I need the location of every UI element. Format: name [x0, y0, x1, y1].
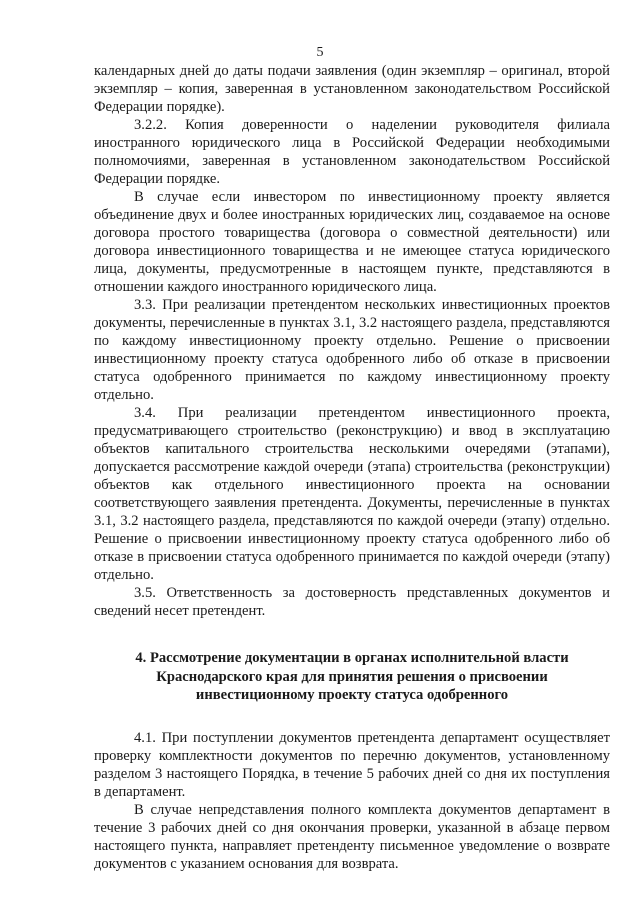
- section-heading-line: инвестиционному проекту статуса одобренного: [195, 687, 509, 703]
- paragraph-incomplete-set: В случае непредставления полного комплекта документов департамент в течение 3 рабочих дней со дня окончания проверки, указанной в абзаце первом настоящего пункта, направляет претенденту письменное уведомление о возврате документов с указанием основания для возврата.: [94, 801, 610, 872]
- page-number: 5: [316, 45, 324, 60]
- paragraph-3-2-2: 3.2.2. Копия доверенности о наделении руководителя филиала иностранного юридического лица в Российской Федерации необходимыми полномочиями, заверенная в установленном законодательством Российской Федерации порядке.: [94, 117, 610, 187]
- section-heading-line: 4. Рассмотрение документации в органах исполнительной власти: [135, 650, 569, 666]
- paragraph-3-3: 3.3. При реализации претендентом нескольких инвестиционных проектов документы, перечисленные в пунктах 3.1, 3.2 настоящего раздела, представляются по каждому инвестиционному проекту отдельно. Решение о присвоении инвестиционному проекту статуса одобренного либо об отказе в присвоении статуса одобренного принимается по каждому инвестиционному проекту отдельно.: [94, 297, 610, 403]
- section-heading-line: Краснодарского края для принятия решения о присвоении: [156, 668, 548, 685]
- paragraph-continuation: календарных дней до даты подачи заявления (один экземпляр – оригинал, второй экземпляр – копия, заверенная в установленном законодательством Российской Федерации порядке).: [94, 63, 610, 115]
- document-body: [94, 62, 610, 873]
- paragraph-investor-association: В случае если инвестором по инвестиционному проекту является объединение двух и более иностранных юридических лиц, создаваемое на основе договора простого товарищества (договора о совместной деятельности) или договора инвестиционного товарищества и не имеющее статуса юридического лица, документы, предусмотренные в настоящем пункте, представляются в отношении каждого иностранного юридического лица.: [94, 189, 610, 295]
- paragraph-4-1: 4.1. При поступлении документов претендента департамент осуществляет проверку комплектности документов по перечню документов, установленному разделом 3 настоящего Порядка, в течение 5 рабочих дней со дня их поступления в департамент.: [94, 729, 610, 800]
- section-heading: [94, 649, 610, 705]
- paragraph-3-5: 3.5. Ответственность за достоверность представленных документов и сведений несет претендент.: [94, 585, 610, 619]
- paragraph-3-4: 3.4. При реализации претендентом инвестиционного проекта, предусматривающего строительство (реконструкцию) и ввод в эксплуатацию объектов капитального строительства несколькими очередями (этапами), допускается рассмотрение каждой очереди (этапа) строительства (реконструкции) объектов как отдельного инвестиционного проекта на основании соответствующего заявления претендента. Документы, перечисленные в пунктах 3.1, 3.2 настоящего раздела, представляются по каждой очереди (этапу) отдельно. Решение о присвоении инвестиционному проекту статуса одобренного либо об отказе в присвоении статуса одобренного принимается по каждой очереди (этапу) отдельно.: [94, 405, 610, 583]
